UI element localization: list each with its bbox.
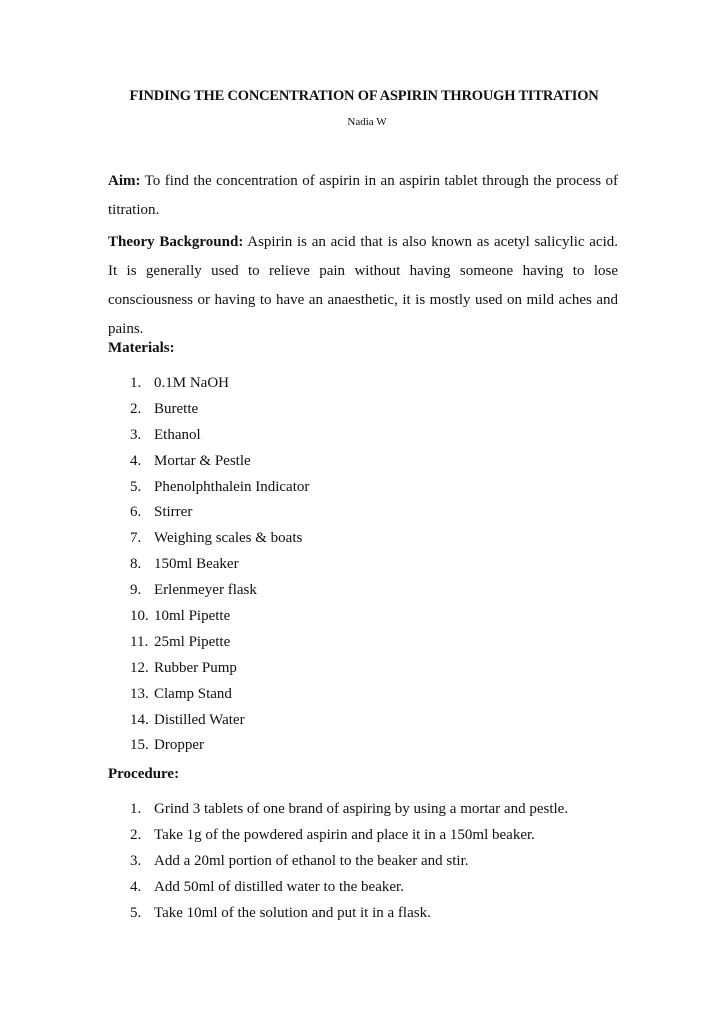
item-text: Add a 20ml portion of ethanol to the beaker and stir. <box>154 852 469 869</box>
list-item <box>130 823 568 849</box>
item-number: 10. <box>130 608 149 625</box>
item-number: 15. <box>130 737 149 754</box>
item-text: Take 1g of the powdered aspirin and place it in a 150ml beaker. <box>154 826 535 843</box>
item-number: 3. <box>130 852 142 869</box>
item-text: Rubber Pump <box>154 659 237 676</box>
item-text: Add 50ml of distilled water to the beaker. <box>154 878 404 895</box>
item-text: 25ml Pipette <box>154 633 231 650</box>
item-text: Stirrer <box>154 504 193 521</box>
item-text: Distilled Water <box>154 711 245 728</box>
list-item <box>130 371 309 397</box>
list-item <box>130 875 568 901</box>
item-text: 0.1M NaOH <box>154 375 229 391</box>
item-text: Erlenmeyer flask <box>154 582 257 599</box>
list-item <box>130 901 568 927</box>
item-text: 10ml Pipette <box>154 608 231 625</box>
item-text: Take 10ml of the solution and put it in a flask. <box>154 904 431 921</box>
procedure-list <box>130 797 568 926</box>
author-name: Nadia W <box>347 116 387 128</box>
list-item <box>130 500 309 526</box>
item-number: 4. <box>130 452 142 469</box>
item-text: Phenolphthalein Indicator <box>154 478 310 495</box>
item-number: 7. <box>130 530 142 547</box>
list-item <box>130 682 309 708</box>
materials-heading: Materials: <box>108 340 175 356</box>
list-item <box>130 475 309 501</box>
list-item <box>130 526 309 552</box>
item-text: 150ml Beaker <box>154 556 239 573</box>
aim-paragraph <box>108 167 618 225</box>
materials-list <box>130 371 309 759</box>
list-item <box>130 797 568 823</box>
list-item <box>130 578 309 604</box>
item-number: 11. <box>130 633 149 650</box>
item-number: 2. <box>130 826 142 843</box>
aim-label: Aim: <box>108 173 141 189</box>
list-item <box>130 849 568 875</box>
theory-text: Aspirin is an acid that is also known as acetyl salicylic acid. It is generally used to relieve pain without having someone having to lose consciousness or having to have an anaesthetic, it is mostly used on mild aches and pains. <box>108 234 619 337</box>
list-item <box>130 423 309 449</box>
item-number: 2. <box>130 400 142 417</box>
list-item <box>130 397 309 423</box>
aim-text: To find the concentration of aspirin in an aspirin tablet through the process of titration. <box>108 173 618 218</box>
item-number: 5. <box>130 478 142 495</box>
item-text: Ethanol <box>154 426 201 443</box>
list-item <box>130 656 309 682</box>
list-item <box>130 552 309 578</box>
list-item <box>130 604 309 630</box>
theory-paragraph <box>108 228 618 344</box>
item-text: Weighing scales & boats <box>154 530 303 547</box>
list-item <box>130 449 309 475</box>
item-text: Grind 3 tablets of one brand of aspiring by using a mortar and pestle. <box>154 801 569 817</box>
list-item <box>130 733 309 759</box>
item-number: 14. <box>130 711 149 728</box>
item-number: 3. <box>130 426 142 443</box>
item-number: 8. <box>130 556 142 573</box>
document-title: FINDING THE CONCENTRATION OF ASPIRIN THROUGH TITRATION <box>129 88 599 104</box>
item-number: 9. <box>130 582 142 599</box>
list-item <box>130 708 309 734</box>
item-number: 4. <box>130 878 142 895</box>
item-text: Clamp Stand <box>154 685 232 702</box>
item-text: Mortar & Pestle <box>154 452 251 469</box>
item-text: Dropper <box>154 737 204 754</box>
item-number: 6. <box>130 504 142 521</box>
list-item <box>130 630 309 656</box>
item-number: 1. <box>130 375 142 391</box>
item-number: 1. <box>130 801 142 817</box>
item-text: Burette <box>154 400 199 417</box>
procedure-heading: Procedure: <box>108 766 180 782</box>
item-number: 13. <box>130 685 149 702</box>
item-number: 12. <box>130 659 149 676</box>
item-number: 5. <box>130 904 142 921</box>
theory-label: Theory Background: <box>108 234 244 250</box>
